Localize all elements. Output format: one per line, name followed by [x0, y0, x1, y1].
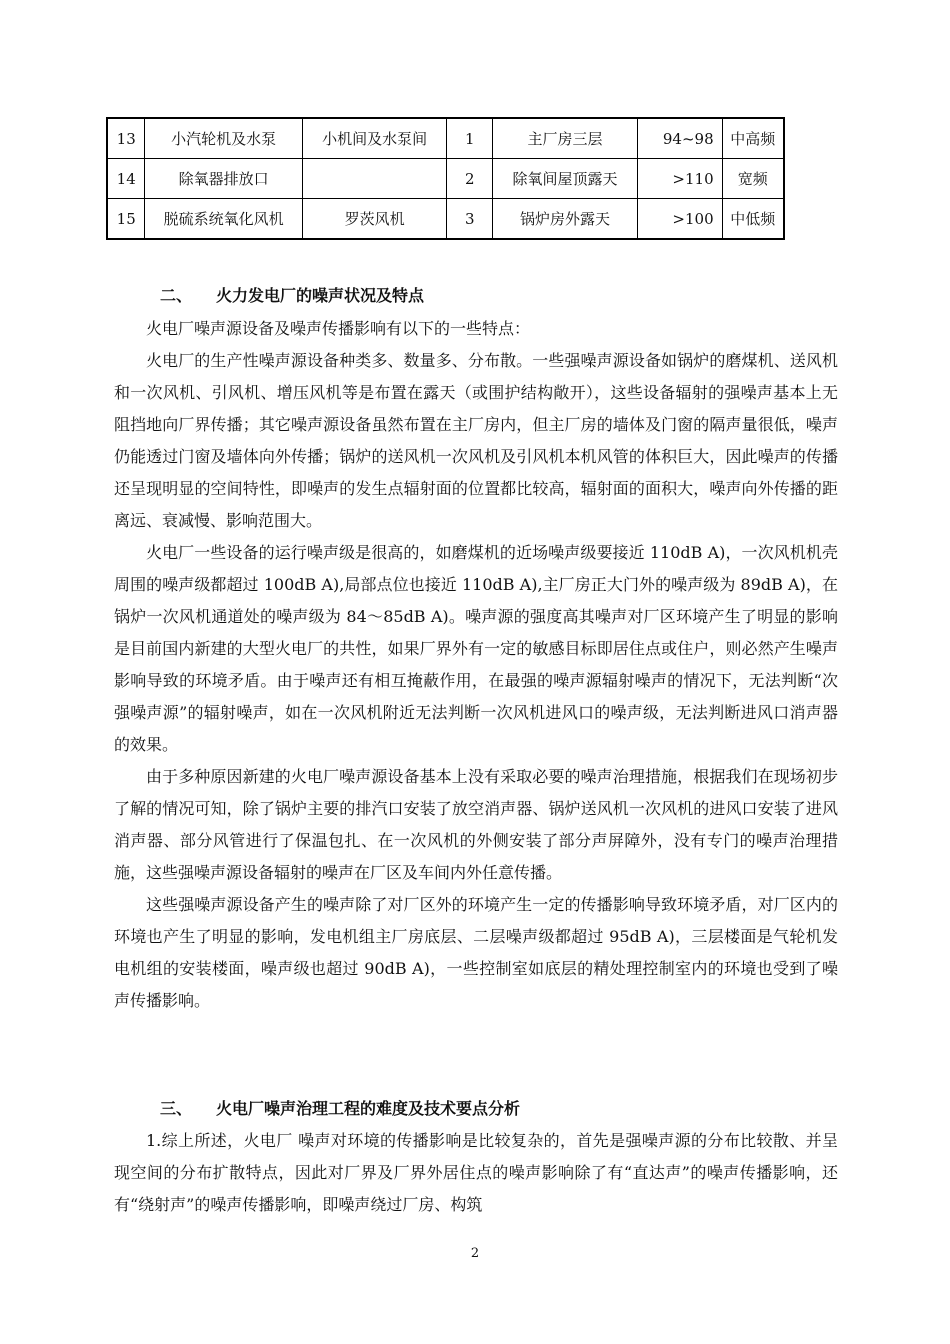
table-cell: 除氧间屋顶露天	[493, 159, 638, 199]
table-cell: 脱硫系统氧化风机	[145, 199, 302, 240]
table-row	[107, 159, 784, 199]
table-cell: >100	[637, 199, 722, 240]
section-2-heading	[160, 283, 424, 306]
table-cell: 3	[447, 199, 493, 240]
table-cell: 主厂房三层	[493, 118, 638, 159]
table-cell: 小机间及水泵间	[302, 118, 447, 159]
table-cell: 2	[447, 159, 493, 199]
table-cell: >110	[637, 159, 722, 199]
table-cell: 中高频	[722, 118, 784, 159]
section-2-number: 二、	[160, 286, 193, 305]
table-cell: 锅炉房外露天	[493, 199, 638, 240]
table-cell: 宽频	[722, 159, 784, 199]
section-2-body	[114, 313, 838, 1017]
table-cell: 14	[107, 159, 145, 199]
noise-table-body	[107, 118, 784, 239]
table-cell: 除氧器排放口	[145, 159, 302, 199]
table-cell: 15	[107, 199, 145, 240]
section-3-title: 火电厂噪声治理工程的难度及技术要点分析	[216, 1099, 521, 1118]
table-cell: 中低频	[722, 199, 784, 240]
page-number: 2	[470, 1246, 480, 1261]
section-2-title: 火力发电厂的噪声状况及特点	[216, 286, 425, 305]
paragraph: 火电厂噪声源设备及噪声传播影响有以下的一些特点：	[146, 319, 531, 338]
table-cell: 罗茨风机	[302, 199, 447, 240]
table-cell: 94~98	[637, 118, 722, 159]
table-cell	[302, 159, 447, 199]
section-3-number: 三、	[160, 1099, 193, 1118]
section-3-heading	[160, 1096, 520, 1119]
table-cell: 小汽轮机及水泵	[145, 118, 302, 159]
noise-source-table	[106, 117, 785, 240]
table-row	[107, 199, 784, 240]
paragraph: 由于多种原因新建的火电厂噪声源设备基本上没有采取必要的噪声治理措施，根据我们在现场初步了解的情况可知，除了锅炉主要的排汽口安装了放空消声器、锅炉送风机一次风机的进风口安装了进风消声器、部分风管进行了保温包扎、在一次风机的外侧安装了部分声屏障外，没有专门的噪声治理措施，这些强噪声源设备辐射的噪声在厂区及车间内外任意传播。	[114, 767, 838, 882]
paragraph: 1.综上所述，火电厂 噪声对环境的传播影响是比较复杂的，首先是强噪声源的分布比较散、并呈现空间的分布扩散特点，因此对厂界及厂界外居住点的噪声影响除了有“直达声”的噪声传播影响，还有“绕射声”的噪声传播影响，即噪声绕过厂房、构筑	[114, 1131, 838, 1214]
paragraph: 火电厂一些设备的运行噪声级是很高的，如磨煤机的近场噪声级要接近 110dB A)，一次风机机壳周围的噪声级都超过 100dB A),局部点位也接近 110dB A),主厂房正大门外的噪声级为 89dB A)，在锅炉一次风机通道处的噪声级为 84～85dB A)。噪声源的强度高其噪声对厂区环境产生了明显的影响是目前国内新建的大型火电厂的共性，如果厂界外有一定的敏感目标即居住点或住户，则必然产生噪声影响导致的环境矛盾。由于噪声还有相互掩蔽作用，在最强的噪声源辐射噪声的情况下，无法判断“次强噪声源”的辐射噪声，如在一次风机附近无法判断一次风机进风口的噪声级，无法判断进风口消声器的效果。	[114, 543, 838, 754]
table-row	[107, 118, 784, 159]
paragraph: 火电厂的生产性噪声源设备种类多、数量多、分布散。一些强噪声源设备如锅炉的磨煤机、送风机和一次风机、引风机、增压风机等是布置在露天（或围护结构敞开），这些设备辐射的强噪声基本上无阻挡地向厂界传播；其它噪声源设备虽然布置在主厂房内，但主厂房的墙体及门窗的隔声量很低，噪声仍能透过门窗及墙体向外传播；锅炉的送风机一次风机及引风机本机风管的体积巨大，因此噪声的传播还呈现明显的空间特性，即噪声的发生点辐射面的位置都比较高，辐射面的面积大，噪声向外传播的距离远、衰减慢、影响范围大。	[114, 351, 838, 530]
section-3-body	[114, 1125, 838, 1221]
table-cell: 13	[107, 118, 145, 159]
paragraph: 这些强噪声源设备产生的噪声除了对厂区外的环境产生一定的传播影响导致环境矛盾，对厂区内的环境也产生了明显的影响，发电机组主厂房底层、二层噪声级都超过 95dB A)，三层楼面是气轮机发电机组的安装楼面，噪声级也超过 90dB A)，一些控制室如底层的精处理控制室内的环境也受到了噪声传播影响。	[114, 895, 838, 1010]
table-cell: 1	[447, 118, 493, 159]
